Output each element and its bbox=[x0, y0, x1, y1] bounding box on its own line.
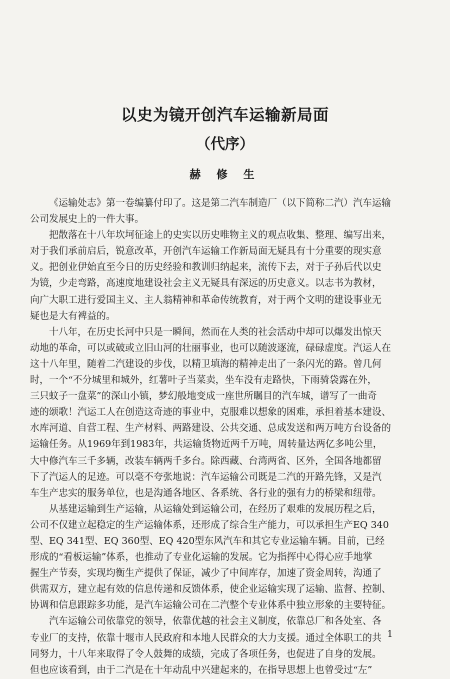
text-line: 型、EQ 341型、EQ 360型、EQ 420型东风汽车和其它专业运输车辆。目前，已经 bbox=[30, 535, 385, 547]
text-line: 车生产忠实的服务单位，也是沟通各地区、各系统、各行业的强有力的桥梁和纽带。 bbox=[30, 487, 382, 499]
text-line: 形成的“看板运输”体系，也推动了专业化运输的发展。它为指挥中心得心应手地掌 bbox=[30, 552, 373, 564]
text-line: 迹的颂歌！汽运工人在创造这奇迹的事业中，克服难以想象的困难，承担着基本建设、 bbox=[30, 407, 392, 419]
text-line: 把散落在十八年坎坷征途上的史实以历史唯物主义的观点收集、整理、编写出来， bbox=[49, 230, 392, 242]
text-line: 对于我们承前启后，锐意改革，开创汽车运输工作新局面无疑具有十分重要的现实意 bbox=[30, 246, 382, 258]
text-line: 动地的革命，可以或破或立旧山河的壮丽事业，也可以随波逐流，碌碌虚度。汽运人在 bbox=[30, 342, 392, 354]
body-text bbox=[30, 196, 411, 679]
text-line: 从基建运输到生产运输，从运输处到运输公司，在经历了艰难的发展历程之后， bbox=[49, 503, 382, 515]
text-line: 十八年，在历史长河中只是一瞬间，然而在人类的社会活动中却可以爆发出惊天 bbox=[49, 326, 382, 338]
text-line: 汽车运输公司依靠党的领导，依靠优越的社会主义制度，依靠总厂和各处室、各 bbox=[49, 616, 382, 628]
text-line: 为镜，少走弯路，高速度地建设社会主义无疑具有深远的历史意义。以志书为教材， bbox=[30, 278, 382, 290]
text-line: 协调和信息跟踪多功能，是汽车运输公司在二汽整个专业体系中独立形象的主要特征。 bbox=[30, 600, 392, 612]
page-title: 以史为镜开创汽车运输新局面 bbox=[120, 105, 329, 124]
text-line: 下了汽运人的足迹。可以毫不夸张地说：汽车运输公司既是二汽的开路先锋，又是汽 bbox=[30, 471, 382, 483]
text-line: 公司不仅建立起稳定的生产运输体系，还形成了综合生产能力，可以承担生产EQ 340 bbox=[30, 519, 389, 531]
page-number: 1 bbox=[387, 630, 393, 640]
text-line: 公司发展史上的一件大事。 bbox=[30, 214, 145, 226]
text-line: 三只蚊子一盘菜”的深山小镇，梦幻般地变成一座世所瞩目的汽车城，谱写了一曲奇 bbox=[30, 391, 377, 403]
page-subtitle: （代序） bbox=[196, 136, 254, 153]
text-line: 《运输处志》第一卷编纂付印了。这是第二汽车制造厂（以下简称二汽）汽车运输 bbox=[49, 198, 392, 209]
text-line: 但也应该看到，由于二汽是在十年动乱中兴建起来的，在指导思想上也曾受过“左” bbox=[30, 664, 373, 676]
text-line: 大中修汽车三千多辆，改装车辆两千多台。除西藏、台湾两省、区外，全国各地都留 bbox=[30, 455, 382, 467]
text-line: 这十八年里，随着二汽建设的步伐，以精卫填海的精神走出了一条闪光的路。曾几何 bbox=[30, 358, 382, 370]
text-line: 向广大职工进行爱国主义、主人翁精神和革命传统教育，对于两个文明的建设事业无 bbox=[30, 294, 382, 306]
text-line: 义。把创业伊始直至今日的历史经验和教训归纳起来，流传下去，对于子孙后代以史 bbox=[30, 262, 382, 274]
author-name: 赫 修 生 bbox=[189, 168, 261, 181]
text-line: 疑也是大有裨益的。 bbox=[30, 310, 116, 322]
text-line: 供需双方，建立起有效的信息传递和反馈体系，使企业运输实现了运输、监督、控制、 bbox=[30, 584, 392, 596]
text-line: 运输任务。从1969年到1983年，共运输货物近两千万吨，周转量达两亿多吨公里， bbox=[30, 439, 383, 451]
text-line: 同努力，十八年来取得了令人鼓舞的成绩，完成了各项任务，也促进了自身的发展。 bbox=[30, 648, 382, 660]
text-line: 水库河道、自营工程、生产材料、两路建设、公共交通、总成发送和两万吨方台设备的 bbox=[30, 423, 392, 435]
text-line: 时，一个“不分城里和城外，红薯叶子当菜卖，坐车没有走路快，下雨骑袋露在外， bbox=[30, 375, 377, 387]
text-line: 专业厂的支持，依靠十堰市人民政府和本地人民群众的大力支援。通过全体职工的共 bbox=[30, 632, 382, 644]
text-line: 握生产节奏，实现均衡生产提供了保证，减少了中间库存，加速了资金周转，沟通了 bbox=[30, 568, 382, 580]
